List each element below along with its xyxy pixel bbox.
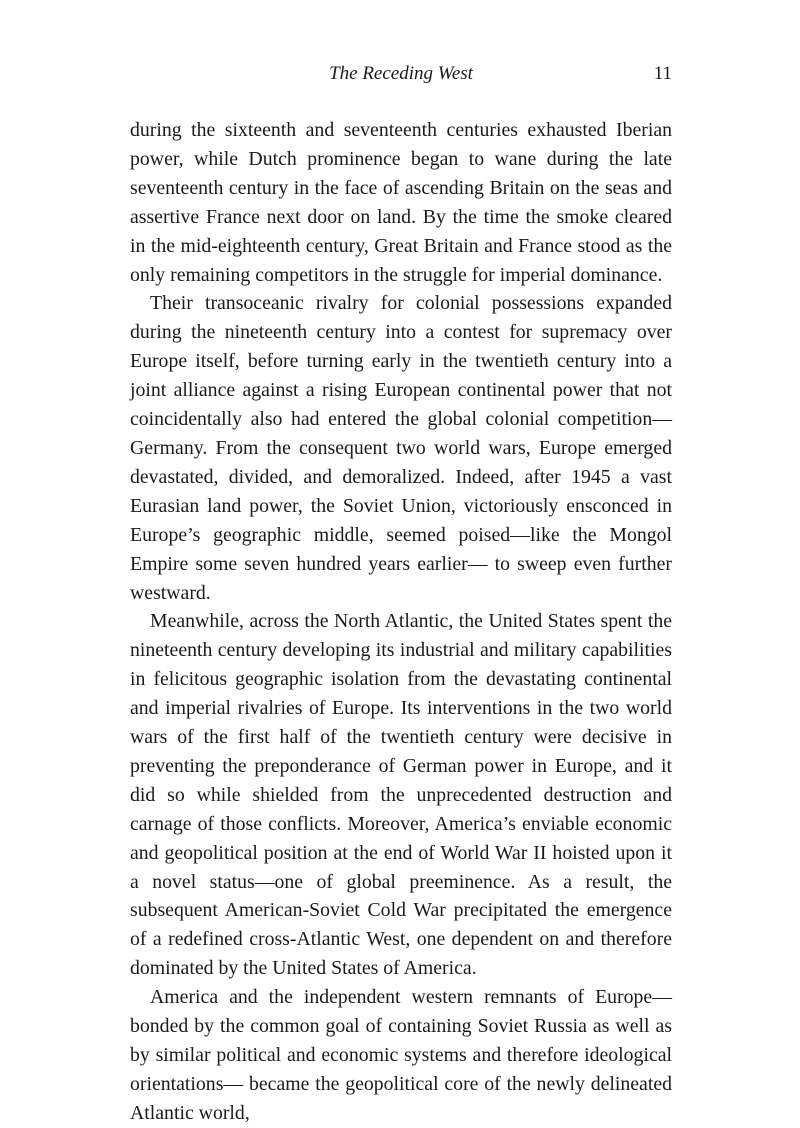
paragraph: Meanwhile, across the North Atlantic, the United States spent the nineteenth century developing its industrial and military capabilities in felicitous geographic isolation from the devastating continental and imperial rivalries of Europe. Its interventions in the two world wars of the first half of the twentieth century were decisive in preventing the preponderance of German power in Europe, and it did so while shielded from the unprecedented destruction and carnage of those conflicts. Moreover, America’s enviable economic and geopolitical position at the end of World War II hoisted upon it a novel status—one of global preeminence. As a result, the subsequent American-Soviet Cold War precipitated the emergence of a redefined cross-Atlantic West, one dependent on and therefore dominated by the United States of America. xyxy=(130,610,672,980)
running-header xyxy=(130,62,672,86)
running-title: The Receding West xyxy=(329,63,473,84)
paragraph: Their transoceanic rivalry for colonial possessions expanded during the nineteenth century into a contest for supremacy over Europe itself, before turning early in the twentieth century into a joint alliance against a rising European continental power that not coincidentally also had entered the global colonial competition—Germany. From the consequent two world wars, Europe emerged devastated, divided, and demoralized. Indeed, after 1945 a vast Eurasian land power, the Soviet Union, victoriously ensconced in Europe’s geographic middle, seemed poised—like the Mongol Empire some seven hundred years earlier— to sweep even further westward. xyxy=(130,292,672,604)
paragraph-continued: during the sixteenth and seventeenth centuries exhausted Iberian power, while Dutch prominence began to wane during the late seventeenth century in the face of ascending Britain on the seas and assertive France next door on land. By the time the smoke cleared in the mid-eighteenth century, Great Britain and France stood as the only remaining competitors in the struggle for imperial dominance. xyxy=(130,119,672,286)
body-text xyxy=(130,116,672,1128)
paragraph: America and the independent western remnants of Europe—bonded by the common goal of containing Soviet Russia as well as by similar political and economic systems and therefore ideological orientations— became the geopolitical core of the newly delineated Atlantic world, xyxy=(130,986,672,1124)
page-number: 11 xyxy=(653,63,672,84)
